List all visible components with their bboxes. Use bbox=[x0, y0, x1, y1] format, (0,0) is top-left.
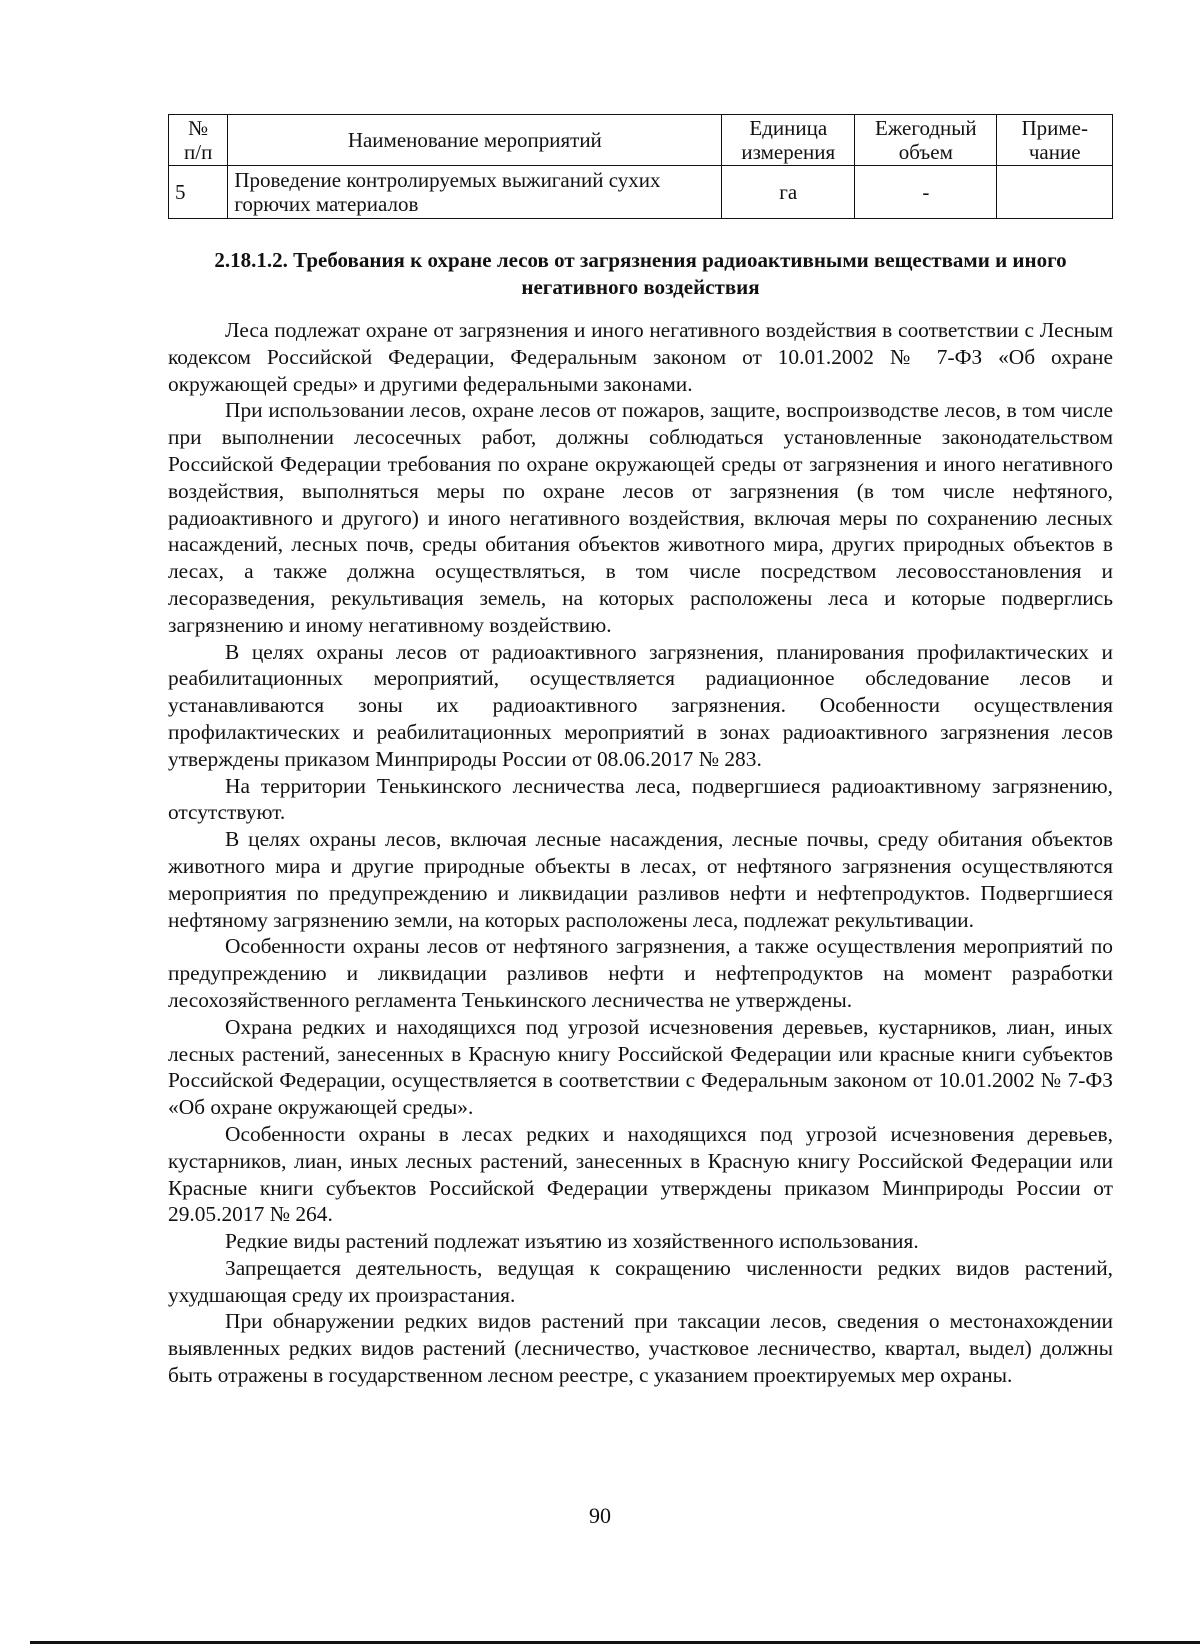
measures-table bbox=[168, 114, 1113, 219]
header-number: № п/п bbox=[169, 115, 228, 166]
table-row bbox=[169, 166, 1113, 219]
body-text bbox=[168, 317, 1113, 1389]
row-number: 5 bbox=[169, 166, 228, 219]
paragraph: Особенности охраны лесов от нефтяного загрязнения, а также осуществления мероприятий по предупреждению и ликвидации разливов нефти и нефтепродуктов на момент разработки лесохозяйственного регламента Тенькинского лесничества не утверждены. bbox=[168, 934, 1113, 1012]
row-volume: - bbox=[855, 166, 997, 219]
section-heading: 2.18.1.2. Требования к охране лесов от загрязнения радиоактивными веществами и иного негативного воздействия bbox=[214, 248, 1067, 299]
header-name: Наименование мероприятий bbox=[228, 115, 722, 166]
header-note: Приме- чание bbox=[997, 115, 1113, 166]
paragraph: На территории Тенькинского лесничества леса, подвергшиеся радиоактивному загрязнению, отсутствуют. bbox=[168, 773, 1113, 825]
header-unit: Единица измерения bbox=[722, 115, 855, 166]
paragraph: Запрещается деятельность, ведущая к сокращению численности редких видов растений, ухудшающая среду их произрастания. bbox=[168, 1255, 1113, 1307]
paragraph: В целях охраны лесов от радиоактивного загрязнения, планирования профилактических и реабилитационных мероприятий, осуществляется радиационное обследование лесов и устанавливаются зоны их радиоактивного загрязнения. Особенности осуществления профилактических и реабилитационных мероприятий в зонах радиоактивного загрязнения лесов утверждены приказом Минприроды России от 08.06.2017 № 283. bbox=[168, 639, 1113, 771]
paragraph: Охрана редких и находящихся под угрозой исчезновения деревьев, кустарников, лиан, иных лесных растений, занесенных в Красную книгу Российской Федерации или красные книги субъектов Российской Федерации, осуществляется в соответствии с Федеральным законом от 10.01.2002 № 7-ФЗ «Об охране окружающей среды». bbox=[168, 1014, 1113, 1120]
bottom-rule bbox=[30, 1641, 1200, 1644]
paragraph: Леса подлежат охране от загрязнения и иного негативного воздействия в соответствии с Лесным кодексом Российской Федерации, Федеральным законом от 10.01.2002 № 7-ФЗ «Об охране окружающей среды» и другими федеральными законами. bbox=[168, 318, 1113, 396]
paragraph: В целях охраны лесов, включая лесные насаждения, лесные почвы, среду обитания объектов животного мира и другие природные объекты в лесах, от нефтяного загрязнения осуществляются мероприятия по предупреждению и ликвидации разливов нефти и нефтепродуктов. Подвергшиеся нефтяному загрязнению земли, на которых расположены леса, подлежат рекультивации. bbox=[168, 827, 1113, 932]
row-note bbox=[997, 166, 1113, 219]
paragraph: При использовании лесов, охране лесов от пожаров, защите, воспроизводстве лесов, в том числе при выполнении лесосечных работ, должны соблюдаться установленные законодательством Российской Федерации требования по охране окружающей среды от загрязнения и иного негативного воздействия, выполняться меры по охране лесов от загрязнения (в том числе нефтяного, радиоактивного и другого) и иного негативного воздействия, включая меры по сохранению лесных насаждений, лесных почв, среды обитания объектов животного мира, других природных объектов в лесах, а также должна осуществляться, в том числе посредством лесовосстановления и лесоразведения, рекультивация земель, на которых расположены леса и которые подверглись загрязнению и иному негативному воздействию. bbox=[168, 398, 1113, 637]
header-volume: Ежегодный объем bbox=[855, 115, 997, 166]
row-unit: га bbox=[722, 166, 855, 219]
paragraph: При обнаружении редких видов растений при таксации лесов, сведения о местонахождении выявленных редких видов растений (лесничество, участковое лесничество, квартал, выдел) должны быть отражены в государственном лесном реестре, с указанием проектируемых мер охраны. bbox=[168, 1309, 1113, 1388]
table-header-row bbox=[169, 115, 1113, 166]
page-number: 90 bbox=[589, 1503, 611, 1528]
row-name: Проведение контролируемых выжиганий сухих горючих материалов bbox=[228, 166, 722, 219]
paragraph: Редкие виды растений подлежат изъятию из хозяйственного использования. bbox=[225, 1229, 919, 1254]
paragraph: Особенности охраны в лесах редких и находящихся под угрозой исчезновения деревьев, кустарников, лиан, иных лесных растений, занесенных в Красную книгу Российской Федерации или Красные книги субъектов Российской Федерации утверждены приказом Минприроды России от 29.05.2017 № 264. bbox=[168, 1121, 1113, 1227]
